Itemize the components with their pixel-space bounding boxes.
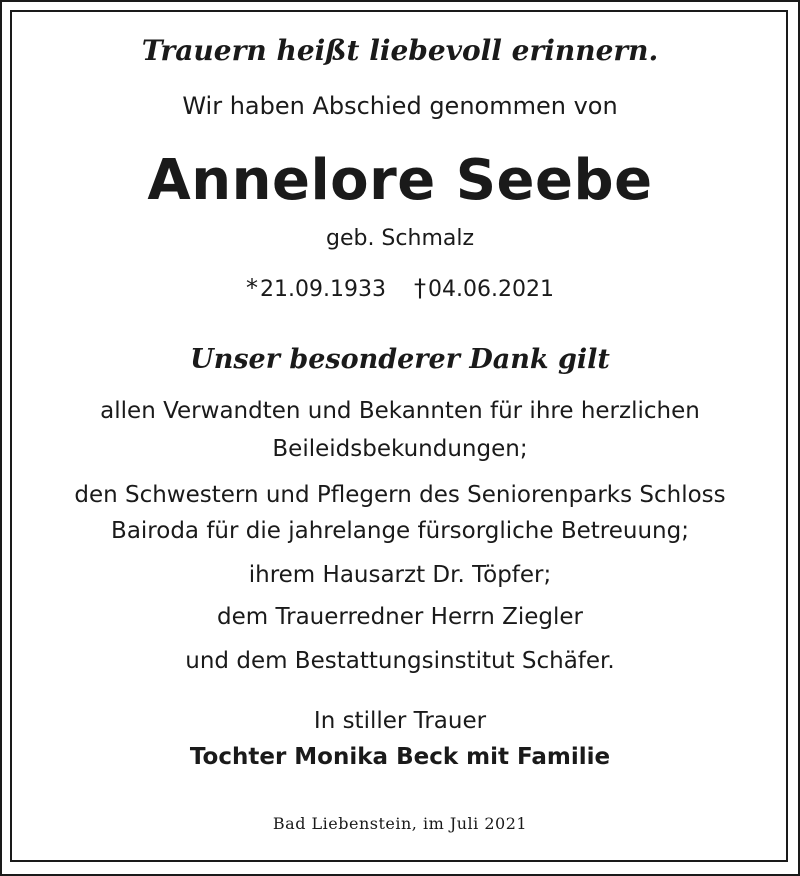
motto: Trauern heißt liebevoll erinnern. xyxy=(141,34,659,67)
thanks-line: Bairoda für die jahrelange fürsorgliche Betreuung; xyxy=(111,518,689,544)
death-symbol: † xyxy=(414,274,426,302)
closing-text: In stiller Trauer xyxy=(313,708,487,734)
thanks-line: allen Verwandten und Bekannten für ihre herzlichen xyxy=(100,398,700,424)
thanks-line: ihrem Hausarzt Dr. Töpfer; xyxy=(248,562,552,588)
thanks-line: den Schwestern und Pflegern des Seniorenparks Schloss xyxy=(74,482,726,508)
life-dates xyxy=(0,274,800,302)
place-date: Bad Liebenstein, im Juli 2021 xyxy=(272,814,528,833)
birth-symbol: * xyxy=(246,274,259,302)
birth-name: geb. Schmalz xyxy=(325,226,475,251)
family-signature: Tochter Monika Beck mit Familie xyxy=(189,744,611,770)
deceased-name: Annelore Seebe xyxy=(147,148,653,213)
thanks-line: und dem Bestattungsinstitut Schäfer. xyxy=(185,648,615,674)
intro-text: Wir haben Abschied genommen von xyxy=(182,92,618,120)
birth-date: 21.09.1933 xyxy=(260,277,386,302)
thanks-heading: Unser besonderer Dank gilt xyxy=(190,344,610,375)
thanks-line: dem Trauerredner Herrn Ziegler xyxy=(217,604,583,630)
thanks-line: Beileidsbekundungen; xyxy=(272,436,528,462)
death-date: 04.06.2021 xyxy=(428,277,554,302)
